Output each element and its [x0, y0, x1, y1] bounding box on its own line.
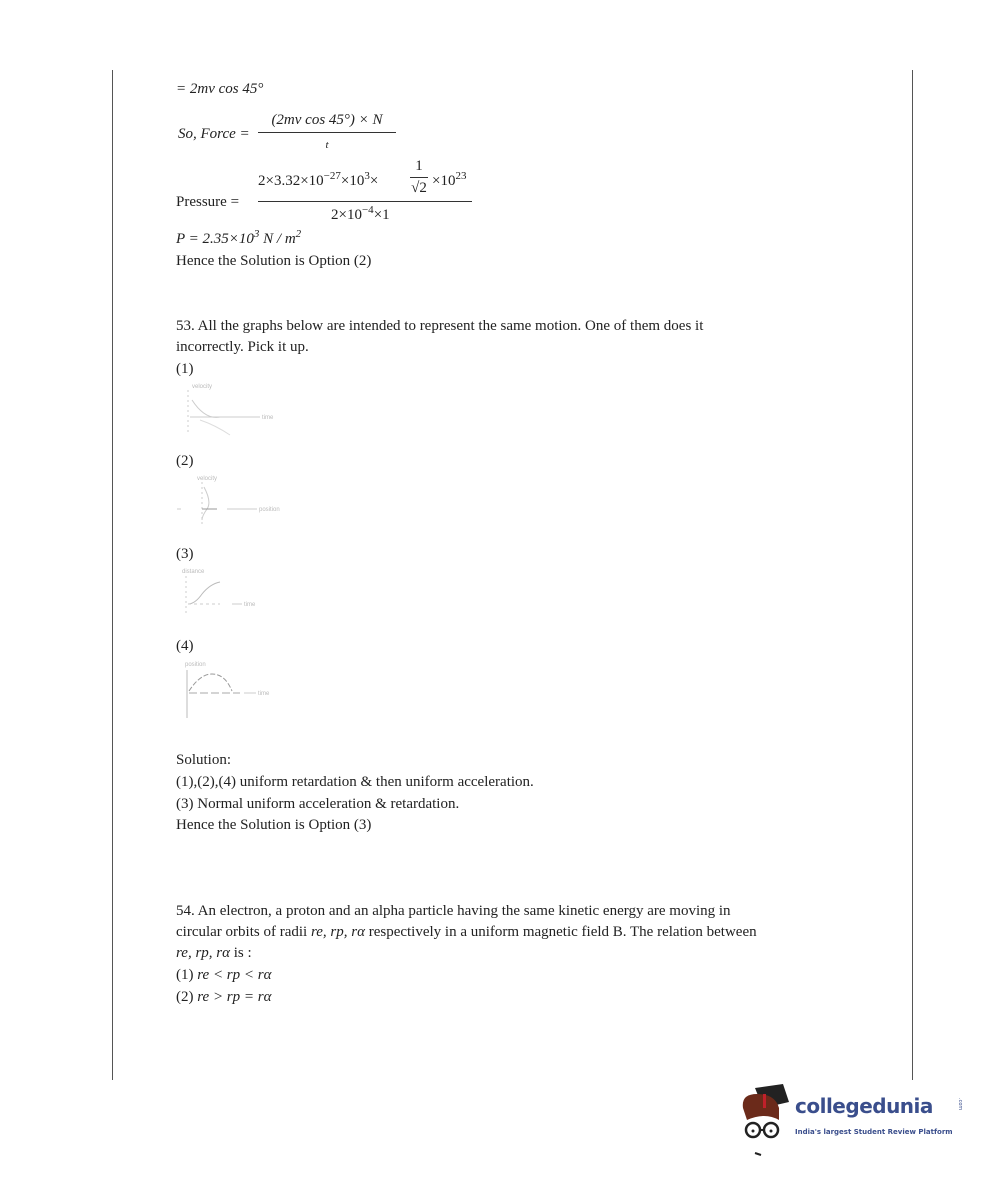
radii-vars: re, rp, rα	[176, 945, 230, 961]
x-axis-label: time	[244, 602, 256, 608]
collegedunia-logo	[735, 1080, 975, 1165]
den-part: 2×10	[331, 207, 362, 223]
pressure-result	[176, 230, 301, 248]
num-part: 2×3.32×10	[258, 173, 324, 189]
num-part: ×	[369, 173, 379, 189]
option-label: (1)	[176, 361, 194, 377]
page-border-right	[912, 70, 913, 1080]
pressure-numerator	[258, 172, 378, 190]
inner-fraction-bar	[410, 177, 428, 178]
inner-fraction-den: √2	[411, 180, 427, 196]
num-part: ×10	[340, 173, 365, 189]
graph-option-4	[180, 658, 290, 720]
pressure-denominator	[331, 206, 390, 224]
fraction-bar	[258, 201, 472, 202]
y-axis-label: position	[185, 662, 206, 668]
option-label: (1)	[176, 967, 194, 983]
question-53-text: 53. All the graphs below are intended to represent the same motion. One of them does it	[176, 318, 704, 334]
answer-52: Hence the Solution is Option (2)	[176, 253, 372, 269]
pressure-numerator-tail	[432, 172, 466, 190]
result-part: P = 2.35×10	[176, 231, 254, 247]
logo-tagline: India's largest Student Review Platform	[795, 1128, 953, 1136]
text-part: is :	[230, 945, 252, 961]
exponent: 3	[253, 228, 260, 240]
exponent: 3	[364, 170, 370, 182]
force-label: So, Force =	[178, 126, 250, 142]
logo-com: .com	[957, 1098, 963, 1111]
fraction-bar	[258, 132, 396, 133]
pressure-label: Pressure =	[176, 194, 240, 210]
question-53-text: incorrectly. Pick it up.	[176, 339, 309, 355]
option-2	[176, 988, 271, 1006]
y-axis-label: velocity	[197, 476, 218, 482]
exponent: 23	[455, 170, 467, 182]
text-part: respectively in a uniform magnetic field B. The relation between	[364, 924, 757, 940]
option-1	[176, 966, 271, 984]
option-label: (4)	[176, 638, 194, 654]
x-axis-label: time	[262, 415, 274, 421]
result-part: N / m	[259, 231, 296, 247]
page-border-left	[112, 70, 113, 1080]
option-expr: re < rp < rα	[197, 967, 272, 983]
inner-fraction-num: 1	[415, 158, 423, 174]
mascot-icon	[735, 1080, 795, 1165]
question-54-text	[176, 923, 757, 941]
exponent: −4	[361, 204, 374, 216]
x-axis-label: position	[259, 507, 280, 513]
num-part: ×10	[432, 173, 456, 189]
solution-heading: Solution:	[176, 752, 232, 768]
option-label: (2)	[176, 989, 194, 1005]
equation-line: = 2mv cos 45°	[176, 81, 264, 97]
solution-line: (3) Normal uniform acceleration & retardation.	[176, 796, 460, 812]
exponent: −27	[323, 170, 341, 182]
solution-line: (1),(2),(4) uniform retardation & then uniform acceleration.	[176, 774, 534, 790]
option-label: (3)	[176, 546, 194, 562]
option-expr: re > rp = rα	[197, 989, 272, 1005]
y-axis-label: distance	[182, 569, 205, 575]
graph-option-3	[180, 566, 290, 616]
x-axis-label: time	[258, 691, 270, 697]
graph-option-1	[180, 380, 290, 440]
question-54-text: 54. An electron, a proton and an alpha particle having the same kinetic energy are moving in	[176, 903, 731, 919]
solution-line: Hence the Solution is Option (3)	[176, 817, 372, 833]
force-denominator: t	[325, 139, 329, 151]
option-label: (2)	[176, 453, 194, 469]
logo-name: collegedunia	[795, 1094, 933, 1118]
graph-option-2	[172, 472, 292, 532]
exponent: 2	[295, 228, 302, 240]
den-part: ×1	[373, 207, 390, 223]
question-54-text	[176, 944, 252, 962]
radii-vars: re, rp, rα	[310, 924, 365, 940]
y-axis-label: velocity	[192, 384, 213, 390]
force-numerator: (2mv cos 45°) × N	[271, 112, 383, 128]
text-part: circular orbits of radii	[176, 924, 311, 940]
